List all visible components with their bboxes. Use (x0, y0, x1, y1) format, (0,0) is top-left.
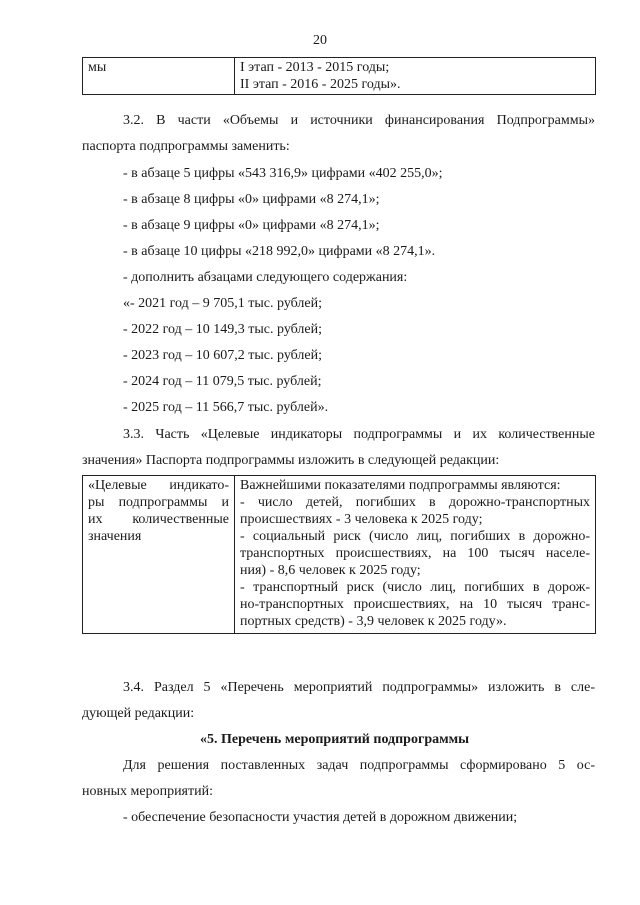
list-item: - 2022 год – 10 149,3 тыс. рублей; (123, 322, 323, 337)
list-item: - в абзаце 5 цифры «543 316,9» цифрами «402 255,0»; (123, 166, 443, 181)
list-item: - в абзаце 9 цифры «0» цифрами «8 274,1»; (123, 218, 380, 233)
indicator-line: - транспортный риск (число лиц, погибших в дорож- (240, 580, 590, 595)
program-stages-table (82, 57, 596, 95)
indicator-line: транспортных происшествиях, на 100 тысяч населе- (240, 546, 590, 561)
paragraph-line: 3.4. Раздел 5 «Перечень мероприятий подпрограммы» изложить в сле- (123, 680, 595, 695)
indicator-line: ния) - 8,6 человек к 2025 году; (240, 563, 421, 578)
list-item: - в абзаце 8 цифры «0» цифрами «8 274,1»; (123, 192, 380, 207)
list-item: - обеспечение безопасности участия детей в дорожном движении; (123, 810, 518, 825)
indicator-line: но-транспортных происшествиях, на 10 тысяч транс- (240, 597, 590, 612)
indicator-label-line: «Целевые индикато- (88, 478, 229, 493)
list-item: - в абзаце 10 цифры «218 992,0» цифрами «8 274,1». (123, 244, 436, 259)
list-item: - дополнить абзацами следующего содержания: (123, 270, 408, 285)
paragraph-line: новных мероприятий: (82, 784, 213, 799)
stage-line: II этап - 2016 - 2025 годы». (240, 77, 401, 92)
indicator-line: Важнейшими показателями подпрограммы являются: (240, 478, 561, 493)
indicator-table (82, 475, 596, 634)
indicator-line: происшествиях - 3 человека к 2025 году; (240, 512, 483, 527)
paragraph-line: значения» Паспорта подпрограммы изложить в следующей редакции: (82, 453, 500, 468)
paragraph-line: 3.3. Часть «Целевые индикаторы подпрограммы и их количественные (123, 427, 595, 442)
stage-line: I этап - 2013 - 2015 годы; (240, 60, 390, 75)
paragraph-line: паспорта подпрограммы заменить: (82, 139, 290, 154)
indicator-label-cell (83, 476, 235, 634)
table-cell-label: мы (83, 58, 235, 95)
list-item: «- 2021 год – 9 705,1 тыс. рублей; (123, 296, 323, 311)
indicator-line: портных средств) - 3,9 человек к 2025 году». (240, 614, 507, 629)
list-item: - 2024 год – 11 079,5 тыс. рублей; (123, 374, 322, 389)
list-item: - 2025 год – 11 566,7 тыс. рублей». (123, 400, 329, 415)
page-number: 20 (313, 33, 327, 48)
indicator-label-line: ры подпрограммы и (88, 495, 229, 510)
indicator-line: - социальный риск (число лиц, погибших в дорожно- (240, 529, 590, 544)
paragraph-line: 3.2. В части «Объемы и источники финансирования Подпрограммы» (123, 113, 595, 128)
paragraph-line: Для решения поставленных задач подпрограммы сформировано 5 ос- (123, 758, 595, 773)
indicator-line: - число детей, погибших в дорожно-транспортных (240, 495, 590, 510)
indicator-label-line: значения (88, 529, 142, 544)
list-item: - 2023 год – 10 607,2 тыс. рублей; (123, 348, 323, 363)
paragraph-line: дующей редакции: (82, 706, 195, 721)
section-heading: «5. Перечень мероприятий подпрограммы (200, 732, 470, 747)
indicator-label-line: их количественные (88, 512, 229, 527)
table-cell-stages (235, 58, 596, 95)
indicator-value-cell (235, 476, 596, 634)
